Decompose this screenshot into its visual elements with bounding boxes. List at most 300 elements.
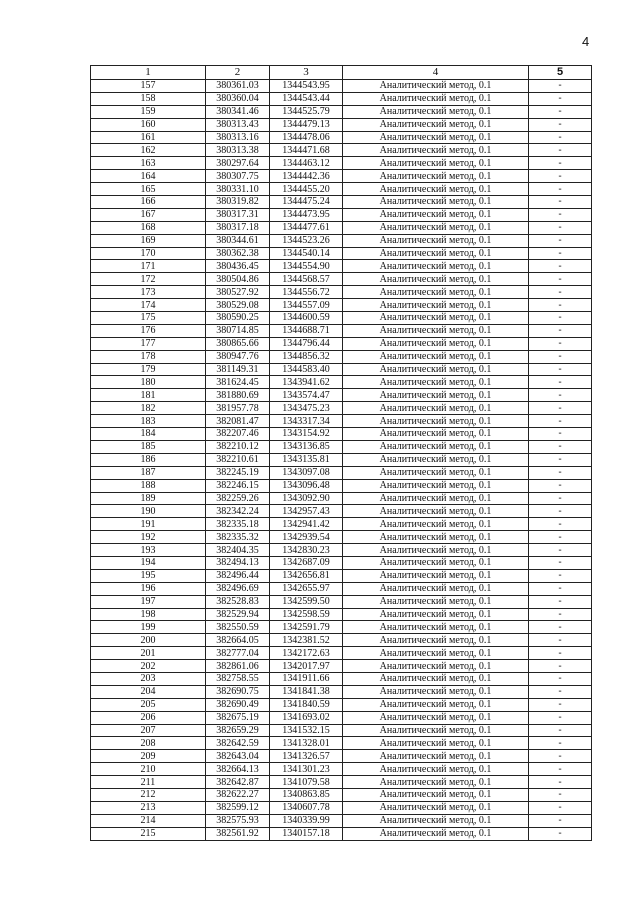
coord-x-cell: 380590.25: [206, 312, 270, 325]
coord-x-cell: 380313.43: [206, 118, 270, 131]
coord-y-cell: 1344543.95: [270, 80, 343, 93]
accuracy-cell: -: [529, 788, 592, 801]
table-row: [91, 144, 592, 157]
accuracy-cell: -: [529, 556, 592, 569]
accuracy-cell: -: [529, 389, 592, 402]
table-row: [91, 827, 592, 840]
point-number-cell: 198: [91, 608, 206, 621]
accuracy-cell: -: [529, 698, 592, 711]
method-cell: Аналитический метод, 0.1: [343, 312, 529, 325]
point-number-cell: 178: [91, 350, 206, 363]
coord-x-cell: 380297.64: [206, 157, 270, 170]
method-cell: Аналитический метод, 0.1: [343, 183, 529, 196]
accuracy-cell: -: [529, 247, 592, 260]
coord-y-cell: 1341532.15: [270, 724, 343, 737]
table-row: [91, 415, 592, 428]
point-number-cell: 166: [91, 196, 206, 209]
method-cell: Аналитический метод, 0.1: [343, 672, 529, 685]
point-number-cell: 203: [91, 672, 206, 685]
coord-x-cell: 382207.46: [206, 428, 270, 441]
accuracy-cell: -: [529, 299, 592, 312]
point-number-cell: 181: [91, 389, 206, 402]
table-row: [91, 776, 592, 789]
method-cell: Аналитический метод, 0.1: [343, 505, 529, 518]
coord-y-cell: 1342687.09: [270, 556, 343, 569]
coord-y-cell: 1344478.06: [270, 131, 343, 144]
point-number-cell: 157: [91, 80, 206, 93]
accuracy-cell: -: [529, 157, 592, 170]
point-number-cell: 204: [91, 685, 206, 698]
coord-y-cell: 1342941.42: [270, 518, 343, 531]
method-cell: Аналитический метод, 0.1: [343, 299, 529, 312]
coord-x-cell: 381957.78: [206, 402, 270, 415]
coord-y-cell: 1343475.23: [270, 402, 343, 415]
point-number-cell: 182: [91, 402, 206, 415]
accuracy-cell: -: [529, 144, 592, 157]
table-row: [91, 685, 592, 698]
method-cell: Аналитический метод, 0.1: [343, 685, 529, 698]
point-number-cell: 208: [91, 737, 206, 750]
accuracy-cell: -: [529, 131, 592, 144]
table-row: [91, 672, 592, 685]
accuracy-cell: -: [529, 569, 592, 582]
table-row: [91, 621, 592, 634]
coord-y-cell: 1340863.85: [270, 788, 343, 801]
coord-y-cell: 1344557.09: [270, 299, 343, 312]
accuracy-cell: -: [529, 402, 592, 415]
accuracy-cell: -: [529, 324, 592, 337]
header-col-4: 4: [343, 66, 529, 80]
point-number-cell: 167: [91, 208, 206, 221]
coord-x-cell: 382575.93: [206, 814, 270, 827]
coord-x-cell: 380313.16: [206, 131, 270, 144]
method-cell: Аналитический метод, 0.1: [343, 221, 529, 234]
accuracy-cell: -: [529, 312, 592, 325]
method-cell: Аналитический метод, 0.1: [343, 763, 529, 776]
method-cell: Аналитический метод, 0.1: [343, 453, 529, 466]
method-cell: Аналитический метод, 0.1: [343, 544, 529, 557]
coord-y-cell: 1344473.95: [270, 208, 343, 221]
table-row: [91, 428, 592, 441]
coord-y-cell: 1341326.57: [270, 750, 343, 763]
coord-x-cell: 380865.66: [206, 337, 270, 350]
point-number-cell: 163: [91, 157, 206, 170]
method-cell: Аналитический метод, 0.1: [343, 440, 529, 453]
table-row: [91, 312, 592, 325]
point-number-cell: 184: [91, 428, 206, 441]
accuracy-cell: -: [529, 685, 592, 698]
point-number-cell: 169: [91, 234, 206, 247]
accuracy-cell: -: [529, 660, 592, 673]
method-cell: Аналитический метод, 0.1: [343, 196, 529, 209]
point-number-cell: 215: [91, 827, 206, 840]
coord-x-cell: 382861.06: [206, 660, 270, 673]
page-number: 4: [582, 34, 590, 49]
accuracy-cell: -: [529, 672, 592, 685]
coord-y-cell: 1344475.24: [270, 196, 343, 209]
accuracy-cell: -: [529, 453, 592, 466]
coord-x-cell: 382494.13: [206, 556, 270, 569]
method-cell: Аналитический метод, 0.1: [343, 660, 529, 673]
coord-x-cell: 382081.47: [206, 415, 270, 428]
point-number-cell: 190: [91, 505, 206, 518]
point-number-cell: 174: [91, 299, 206, 312]
coord-y-cell: 1343941.62: [270, 376, 343, 389]
table-row: [91, 814, 592, 827]
coord-y-cell: 1341911.66: [270, 672, 343, 685]
header-row: [91, 66, 592, 80]
coord-y-cell: 1341693.02: [270, 711, 343, 724]
method-cell: Аналитический метод, 0.1: [343, 711, 529, 724]
method-cell: Аналитический метод, 0.1: [343, 724, 529, 737]
coord-x-cell: 382259.26: [206, 492, 270, 505]
method-cell: Аналитический метод, 0.1: [343, 479, 529, 492]
coord-y-cell: 1344583.40: [270, 363, 343, 376]
table-row: [91, 544, 592, 557]
accuracy-cell: -: [529, 776, 592, 789]
table-row: [91, 196, 592, 209]
method-cell: Аналитический метод, 0.1: [343, 531, 529, 544]
coord-y-cell: 1342172.63: [270, 647, 343, 660]
method-cell: Аналитический метод, 0.1: [343, 415, 529, 428]
point-number-cell: 177: [91, 337, 206, 350]
coord-x-cell: 382404.35: [206, 544, 270, 557]
coord-y-cell: 1341840.59: [270, 698, 343, 711]
table-row: [91, 363, 592, 376]
table-row: [91, 105, 592, 118]
coord-x-cell: 380362.38: [206, 247, 270, 260]
point-number-cell: 185: [91, 440, 206, 453]
point-number-cell: 187: [91, 466, 206, 479]
accuracy-cell: -: [529, 208, 592, 221]
table-row: [91, 234, 592, 247]
coord-y-cell: 1340607.78: [270, 801, 343, 814]
coord-y-cell: 1342381.52: [270, 634, 343, 647]
coord-x-cell: 380361.03: [206, 80, 270, 93]
coord-x-cell: 382758.55: [206, 672, 270, 685]
header-col-2: 2: [206, 66, 270, 80]
method-cell: Аналитический метод, 0.1: [343, 337, 529, 350]
point-number-cell: 193: [91, 544, 206, 557]
point-number-cell: 213: [91, 801, 206, 814]
accuracy-cell: -: [529, 724, 592, 737]
coord-x-cell: 382246.15: [206, 479, 270, 492]
accuracy-cell: -: [529, 350, 592, 363]
method-cell: Аналитический метод, 0.1: [343, 92, 529, 105]
coord-x-cell: 380319.82: [206, 196, 270, 209]
coord-x-cell: 380714.85: [206, 324, 270, 337]
accuracy-cell: -: [529, 376, 592, 389]
point-number-cell: 173: [91, 286, 206, 299]
table-row: [91, 92, 592, 105]
method-cell: Аналитический метод, 0.1: [343, 170, 529, 183]
method-cell: Аналитический метод, 0.1: [343, 208, 529, 221]
coord-y-cell: 1344568.57: [270, 273, 343, 286]
coord-x-cell: 381880.69: [206, 389, 270, 402]
accuracy-cell: -: [529, 608, 592, 621]
point-number-cell: 201: [91, 647, 206, 660]
table-row: [91, 711, 592, 724]
coord-y-cell: 1342655.97: [270, 582, 343, 595]
table-row: [91, 801, 592, 814]
coord-x-cell: 382643.04: [206, 750, 270, 763]
point-number-cell: 196: [91, 582, 206, 595]
point-number-cell: 188: [91, 479, 206, 492]
table-row: [91, 221, 592, 234]
point-number-cell: 172: [91, 273, 206, 286]
coord-y-cell: 1342599.50: [270, 595, 343, 608]
point-number-cell: 211: [91, 776, 206, 789]
point-number-cell: 161: [91, 131, 206, 144]
accuracy-cell: -: [529, 363, 592, 376]
coord-y-cell: 1343154.92: [270, 428, 343, 441]
coord-y-cell: 1344543.44: [270, 92, 343, 105]
method-cell: Аналитический метод, 0.1: [343, 556, 529, 569]
header-col-5: 5: [529, 66, 592, 80]
accuracy-cell: -: [529, 647, 592, 660]
coord-y-cell: 1342957.43: [270, 505, 343, 518]
accuracy-cell: -: [529, 440, 592, 453]
coord-y-cell: 1344479.13: [270, 118, 343, 131]
table-row: [91, 582, 592, 595]
point-number-cell: 209: [91, 750, 206, 763]
coord-x-cell: 382245.19: [206, 466, 270, 479]
table-row: [91, 505, 592, 518]
point-number-cell: 195: [91, 569, 206, 582]
method-cell: Аналитический метод, 0.1: [343, 737, 529, 750]
accuracy-cell: -: [529, 92, 592, 105]
coordinates-table: [90, 65, 592, 841]
accuracy-cell: -: [529, 196, 592, 209]
header-col-3: 3: [270, 66, 343, 80]
coord-y-cell: 1342598.59: [270, 608, 343, 621]
coord-y-cell: 1342017.97: [270, 660, 343, 673]
table-row: [91, 569, 592, 582]
accuracy-cell: -: [529, 273, 592, 286]
method-cell: Аналитический метод, 0.1: [343, 80, 529, 93]
coord-x-cell: 382622.27: [206, 788, 270, 801]
coord-y-cell: 1341079.58: [270, 776, 343, 789]
coord-x-cell: 382210.12: [206, 440, 270, 453]
accuracy-cell: -: [529, 518, 592, 531]
method-cell: Аналитический метод, 0.1: [343, 389, 529, 402]
coord-y-cell: 1342830.23: [270, 544, 343, 557]
coord-x-cell: 382690.75: [206, 685, 270, 698]
method-cell: Аналитический метод, 0.1: [343, 518, 529, 531]
table-row: [91, 724, 592, 737]
coord-y-cell: 1342939.54: [270, 531, 343, 544]
table-body: [91, 80, 592, 841]
table-row: [91, 183, 592, 196]
coord-y-cell: 1344540.14: [270, 247, 343, 260]
point-number-cell: 192: [91, 531, 206, 544]
coord-x-cell: 382675.19: [206, 711, 270, 724]
point-number-cell: 176: [91, 324, 206, 337]
point-number-cell: 160: [91, 118, 206, 131]
table-row: [91, 763, 592, 776]
accuracy-cell: -: [529, 531, 592, 544]
point-number-cell: 159: [91, 105, 206, 118]
table-row: [91, 518, 592, 531]
table-row: [91, 80, 592, 93]
accuracy-cell: -: [529, 80, 592, 93]
point-number-cell: 180: [91, 376, 206, 389]
method-cell: Аналитический метод, 0.1: [343, 105, 529, 118]
coord-x-cell: 380529.08: [206, 299, 270, 312]
coord-x-cell: 382550.59: [206, 621, 270, 634]
point-number-cell: 212: [91, 788, 206, 801]
table-row: [91, 118, 592, 131]
point-number-cell: 189: [91, 492, 206, 505]
coord-y-cell: 1341328.01: [270, 737, 343, 750]
coord-y-cell: 1344600.59: [270, 312, 343, 325]
accuracy-cell: -: [529, 415, 592, 428]
point-number-cell: 199: [91, 621, 206, 634]
coord-y-cell: 1344554.90: [270, 260, 343, 273]
coord-y-cell: 1341841.38: [270, 685, 343, 698]
coord-x-cell: 380504.86: [206, 273, 270, 286]
table-row: [91, 402, 592, 415]
coord-x-cell: 382496.69: [206, 582, 270, 595]
point-number-cell: 165: [91, 183, 206, 196]
coord-y-cell: 1342656.81: [270, 569, 343, 582]
method-cell: Аналитический метод, 0.1: [343, 157, 529, 170]
method-cell: Аналитический метод, 0.1: [343, 634, 529, 647]
method-cell: Аналитический метод, 0.1: [343, 801, 529, 814]
table-row: [91, 608, 592, 621]
accuracy-cell: -: [529, 234, 592, 247]
coord-y-cell: 1344523.26: [270, 234, 343, 247]
coord-x-cell: 380313.38: [206, 144, 270, 157]
accuracy-cell: -: [529, 737, 592, 750]
accuracy-cell: -: [529, 286, 592, 299]
table-header: [91, 66, 592, 80]
coord-y-cell: 1343096.48: [270, 479, 343, 492]
coord-x-cell: 380344.61: [206, 234, 270, 247]
table-row: [91, 698, 592, 711]
coord-x-cell: 380317.31: [206, 208, 270, 221]
point-number-cell: 197: [91, 595, 206, 608]
accuracy-cell: -: [529, 183, 592, 196]
table-row: [91, 647, 592, 660]
method-cell: Аналитический метод, 0.1: [343, 273, 529, 286]
coord-x-cell: 382342.24: [206, 505, 270, 518]
table-row: [91, 208, 592, 221]
coord-y-cell: 1344442.36: [270, 170, 343, 183]
accuracy-cell: -: [529, 814, 592, 827]
method-cell: Аналитический метод, 0.1: [343, 402, 529, 415]
point-number-cell: 210: [91, 763, 206, 776]
point-number-cell: 200: [91, 634, 206, 647]
table-row: [91, 299, 592, 312]
point-number-cell: 164: [91, 170, 206, 183]
method-cell: Аналитический метод, 0.1: [343, 647, 529, 660]
table-row: [91, 453, 592, 466]
method-cell: Аналитический метод, 0.1: [343, 260, 529, 273]
table-row: [91, 466, 592, 479]
point-number-cell: 206: [91, 711, 206, 724]
method-cell: Аналитический метод, 0.1: [343, 750, 529, 763]
coord-x-cell: 382528.83: [206, 595, 270, 608]
table-row: [91, 531, 592, 544]
point-number-cell: 194: [91, 556, 206, 569]
method-cell: Аналитический метод, 0.1: [343, 788, 529, 801]
coord-x-cell: 380436.45: [206, 260, 270, 273]
table-row: [91, 131, 592, 144]
method-cell: Аналитический метод, 0.1: [343, 350, 529, 363]
coord-y-cell: 1344556.72: [270, 286, 343, 299]
point-number-cell: 186: [91, 453, 206, 466]
coord-y-cell: 1344525.79: [270, 105, 343, 118]
coord-y-cell: 1343097.08: [270, 466, 343, 479]
method-cell: Аналитический метод, 0.1: [343, 814, 529, 827]
method-cell: Аналитический метод, 0.1: [343, 286, 529, 299]
method-cell: Аналитический метод, 0.1: [343, 621, 529, 634]
point-number-cell: 170: [91, 247, 206, 260]
table-row: [91, 479, 592, 492]
coord-x-cell: 382777.04: [206, 647, 270, 660]
coord-x-cell: 382690.49: [206, 698, 270, 711]
accuracy-cell: -: [529, 118, 592, 131]
table-row: [91, 788, 592, 801]
method-cell: Аналитический метод, 0.1: [343, 595, 529, 608]
coord-x-cell: 381149.31: [206, 363, 270, 376]
point-number-cell: 207: [91, 724, 206, 737]
method-cell: Аналитический метод, 0.1: [343, 324, 529, 337]
coord-y-cell: 1344796.44: [270, 337, 343, 350]
coord-y-cell: 1343317.34: [270, 415, 343, 428]
coord-x-cell: 382664.05: [206, 634, 270, 647]
method-cell: Аналитический метод, 0.1: [343, 376, 529, 389]
coord-x-cell: 382659.29: [206, 724, 270, 737]
coord-x-cell: 382335.32: [206, 531, 270, 544]
accuracy-cell: -: [529, 544, 592, 557]
coord-y-cell: 1341301.23: [270, 763, 343, 776]
accuracy-cell: -: [529, 634, 592, 647]
point-number-cell: 214: [91, 814, 206, 827]
method-cell: Аналитический метод, 0.1: [343, 234, 529, 247]
table-row: [91, 247, 592, 260]
accuracy-cell: -: [529, 827, 592, 840]
accuracy-cell: -: [529, 337, 592, 350]
coord-y-cell: 1343136.85: [270, 440, 343, 453]
table-row: [91, 376, 592, 389]
method-cell: Аналитический метод, 0.1: [343, 363, 529, 376]
table-row: [91, 337, 592, 350]
coord-x-cell: 382529.94: [206, 608, 270, 621]
method-cell: Аналитический метод, 0.1: [343, 776, 529, 789]
coord-y-cell: 1340339.99: [270, 814, 343, 827]
table-row: [91, 273, 592, 286]
coord-x-cell: 380331.10: [206, 183, 270, 196]
table-row: [91, 286, 592, 299]
method-cell: Аналитический метод, 0.1: [343, 582, 529, 595]
coord-x-cell: 380307.75: [206, 170, 270, 183]
accuracy-cell: -: [529, 170, 592, 183]
coord-y-cell: 1344463.12: [270, 157, 343, 170]
point-number-cell: 158: [91, 92, 206, 105]
table-row: [91, 750, 592, 763]
table-row: [91, 440, 592, 453]
coord-y-cell: 1344477.61: [270, 221, 343, 234]
coord-y-cell: 1344455.20: [270, 183, 343, 196]
accuracy-cell: -: [529, 801, 592, 814]
accuracy-cell: -: [529, 492, 592, 505]
point-number-cell: 175: [91, 312, 206, 325]
coord-y-cell: 1343574.47: [270, 389, 343, 402]
table-row: [91, 170, 592, 183]
coord-x-cell: 382642.87: [206, 776, 270, 789]
